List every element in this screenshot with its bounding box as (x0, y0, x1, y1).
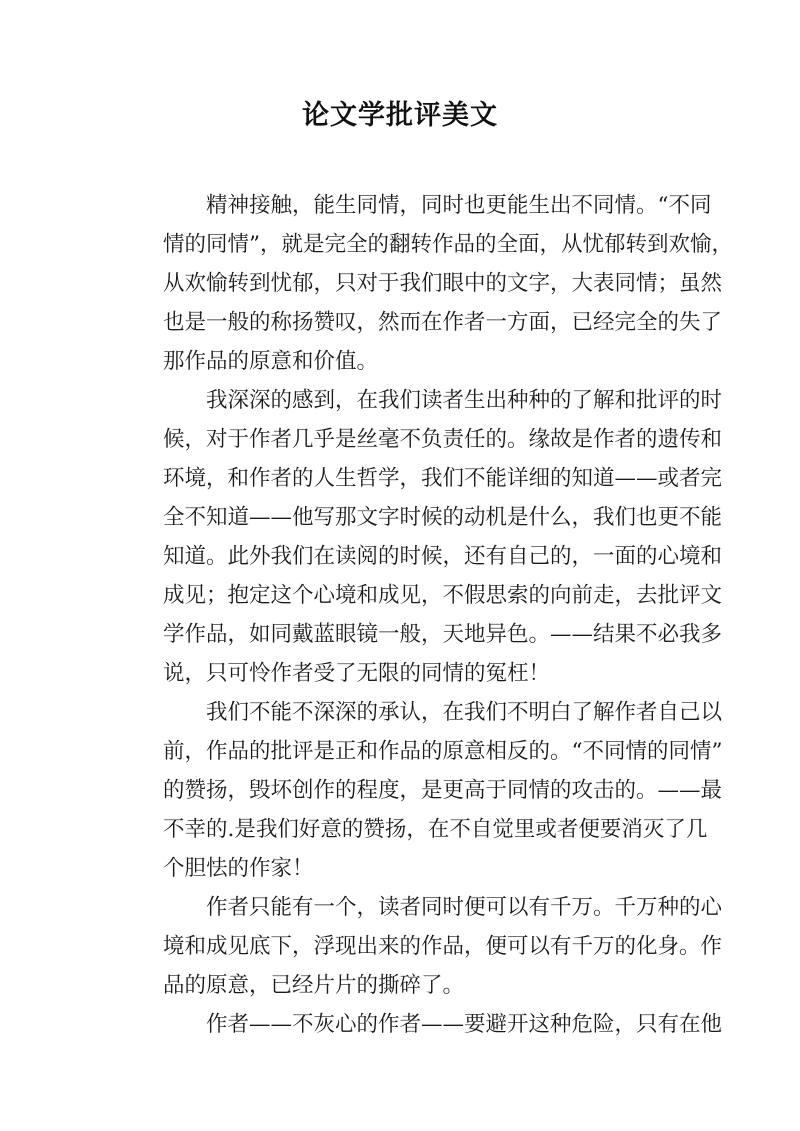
paragraph-line: 精神接触，能生同情，同时也更能生出不同情。“不同 (206, 193, 712, 218)
paragraph-1 (120, 186, 733, 381)
paragraph-line: 前，作品的批评是正和作品的原意相反的。“不同情的同情” (163, 739, 723, 764)
paragraph-line: 从欢愉转到忧郁，只对于我们眼中的文字，大表同情；虽然 (163, 271, 723, 296)
paragraph-line: 候，对于作者几乎是丝毫不负责任的。缘故是作者的遗传和 (163, 427, 723, 452)
paragraph-line: 品的原意，已经片片的撕碎了。 (163, 973, 465, 998)
paragraph-4 (120, 888, 723, 1005)
paragraph-line: 不幸的.是我们好意的赞扬，在不自觉里或者便要消灭了几 (163, 817, 708, 842)
paragraph-line: 也是一般的称扬赞叹，然而在作者一方面，已经完全的失了 (163, 310, 723, 335)
paragraph-line: 说，只可怜作者受了无限的同情的冤枉！ (163, 661, 551, 686)
paragraph-3 (120, 693, 723, 888)
paragraph-line: 作者——不灰心的作者——要避开这种危险，只有在他 (206, 1012, 723, 1037)
document-body (120, 186, 733, 1044)
paragraph-line: 境和成见底下，浮现出来的作品，便可以有千万的化身。作 (163, 934, 723, 959)
paragraph-line: 全不知道——他写那文字时候的动机是什么，我们也更不能 (163, 505, 723, 530)
paragraph-line: 我们不能不深深的承认，在我们不明白了解作者自己以 (206, 700, 723, 725)
paragraph-line: 学作品，如同戴蓝眼镜一般，天地异色。——结果不必我多 (163, 622, 723, 647)
paragraph-line: 那作品的原意和价值。 (163, 349, 379, 374)
paragraph-line: 成见；抱定这个心境和成见，不假思索的向前走，去批评文 (163, 583, 723, 608)
paragraph-line: 情的同情”，就是完全的翻转作品的全面，从忧郁转到欢愉， (163, 232, 733, 257)
paragraph-line: 我深深的感到，在我们读者生出种种的了解和批评的时 (206, 388, 723, 413)
paragraph-line: 的赞扬，毁坏创作的程度，是更高于同情的攻击的。——最 (163, 778, 723, 803)
paragraph-line: 作者只能有一个，读者同时便可以有千万。千万种的心 (206, 895, 723, 920)
paragraph-line: 个胆怯的作家！ (163, 856, 314, 881)
paragraph-line: 环境，和作者的人生哲学，我们不能详细的知道——或者完 (163, 466, 723, 491)
document-title: 论文学批评美文 (302, 100, 498, 131)
paragraph-5 (120, 1005, 723, 1044)
paragraph-2 (120, 381, 723, 693)
paragraph-line: 知道。此外我们在读阅的时候，还有自己的，一面的心境和 (163, 544, 723, 569)
